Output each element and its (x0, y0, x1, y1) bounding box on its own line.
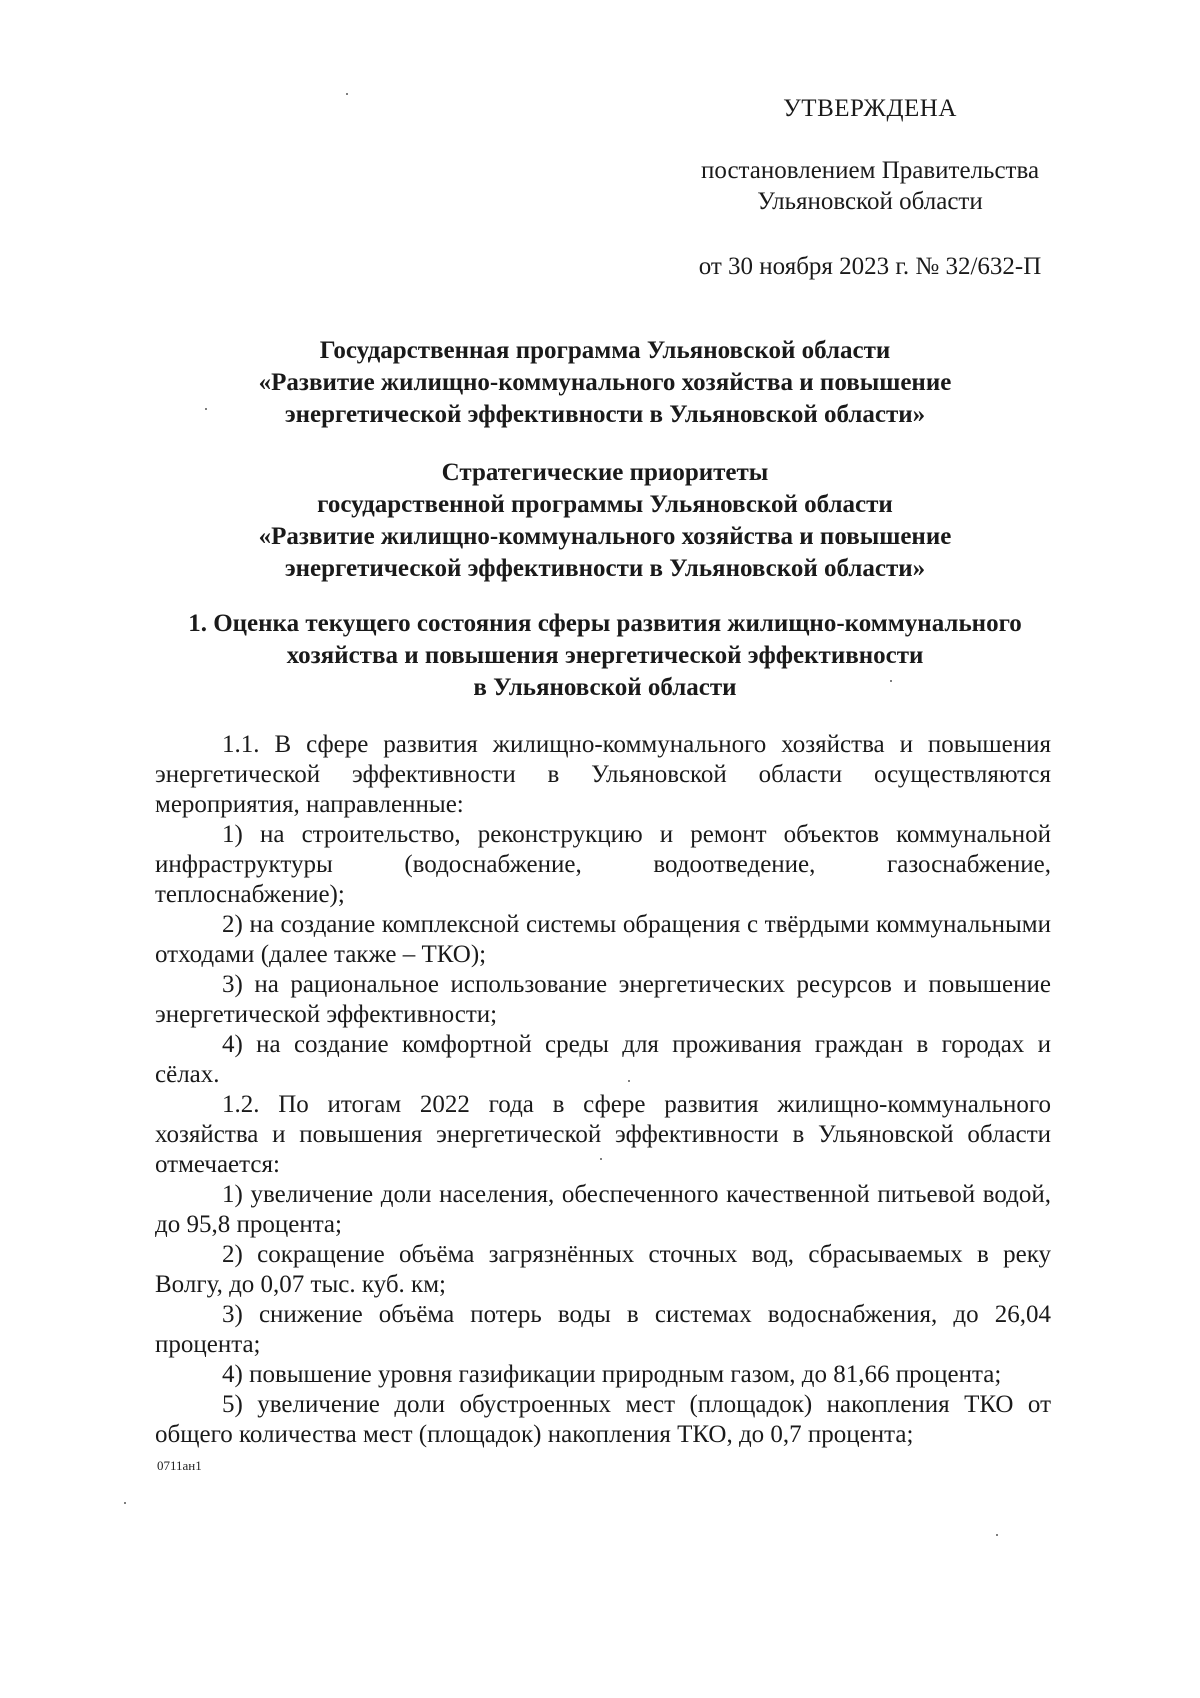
section-title-line-1: 1. Оценка текущего состояния сферы развития жилищно-коммунального (188, 610, 1022, 637)
scan-speck (205, 408, 207, 410)
paragraph: 4) на создание комфортной среды для проживания граждан в городах и сёлах. (155, 1031, 1051, 1088)
program-title (155, 335, 1055, 431)
section-title (155, 608, 1055, 704)
priorities-title (155, 457, 1055, 585)
section-title-line-2: хозяйства и повышения энергетической эффективности (286, 642, 924, 669)
priorities-title-line-2: государственной программы Ульяновской области (317, 491, 893, 518)
document-code: 0711ан1 (157, 1458, 202, 1473)
approved-label: УТВЕРЖДЕНА (783, 95, 957, 122)
scan-speck (996, 1534, 998, 1536)
decree-line-2: Ульяновской области (757, 188, 983, 215)
priorities-title-line-4: энергетической эффективности в Ульяновской области» (284, 555, 926, 582)
scan-speck (346, 93, 348, 95)
priorities-title-line-3: «Развитие жилищно-коммунального хозяйства и повышение (258, 523, 952, 550)
decree-date: от 30 ноября 2023 г. № 32/632-П (698, 253, 1042, 280)
scan-speck (628, 1080, 630, 1082)
document-body (155, 730, 1051, 1450)
paragraph: 1) на строительство, реконструкцию и ремонт объектов коммунальной инфраструктуры (водоснабжение, водоотведение, газоснабжение, теплоснабжение); (155, 821, 1051, 908)
decree-line-1: постановлением Правительства (700, 157, 1040, 184)
section-title-line-3: в Ульяновской области (473, 674, 737, 701)
paragraph: 2) сокращение объёма загрязнённых сточных вод, сбрасываемых в реку Волгу, до 0,07 тыс. куб. км; (155, 1241, 1051, 1298)
program-title-line-2: «Развитие жилищно-коммунального хозяйства и повышение (258, 369, 952, 396)
paragraph: 4) повышение уровня газификации природным газом, до 81,66 процента; (222, 1361, 1002, 1388)
scan-speck (600, 1158, 602, 1160)
scan-speck (124, 1502, 126, 1504)
paragraph: 3) снижение объёма потерь воды в системах водоснабжения, до 26,04 процента; (155, 1301, 1051, 1358)
paragraph: 5) увеличение доли обустроенных мест (площадок) накопления ТКО от общего количества мест (площадок) накопления ТКО, до 0,7 процента; (155, 1391, 1051, 1448)
paragraph: 3) на рациональное использование энергетических ресурсов и повышение энергетической эффективности; (155, 971, 1051, 1028)
program-title-line-1: Государственная программа Ульяновской области (319, 337, 891, 364)
program-title-line-3: энергетической эффективности в Ульяновской области» (284, 401, 926, 428)
paragraph: 1.1. В сфере развития жилищно-коммунального хозяйства и повышения энергетической эффективности в Ульяновской области осуществляются мероприятия, направленные: (155, 731, 1051, 818)
paragraph: 1.2. По итогам 2022 года в сфере развития жилищно-коммунального хозяйства и повышения энергетической эффективности в Ульяновской области отмечается: (155, 1091, 1051, 1178)
scan-speck (890, 680, 892, 682)
priorities-title-line-1: Стратегические приоритеты (441, 459, 769, 486)
paragraph: 1) увеличение доли населения, обеспеченного качественной питьевой водой, до 95,8 процента; (155, 1181, 1051, 1238)
paragraph: 2) на создание комплексной системы обращения с твёрдыми коммунальными отходами (далее также – ТКО); (155, 911, 1051, 968)
